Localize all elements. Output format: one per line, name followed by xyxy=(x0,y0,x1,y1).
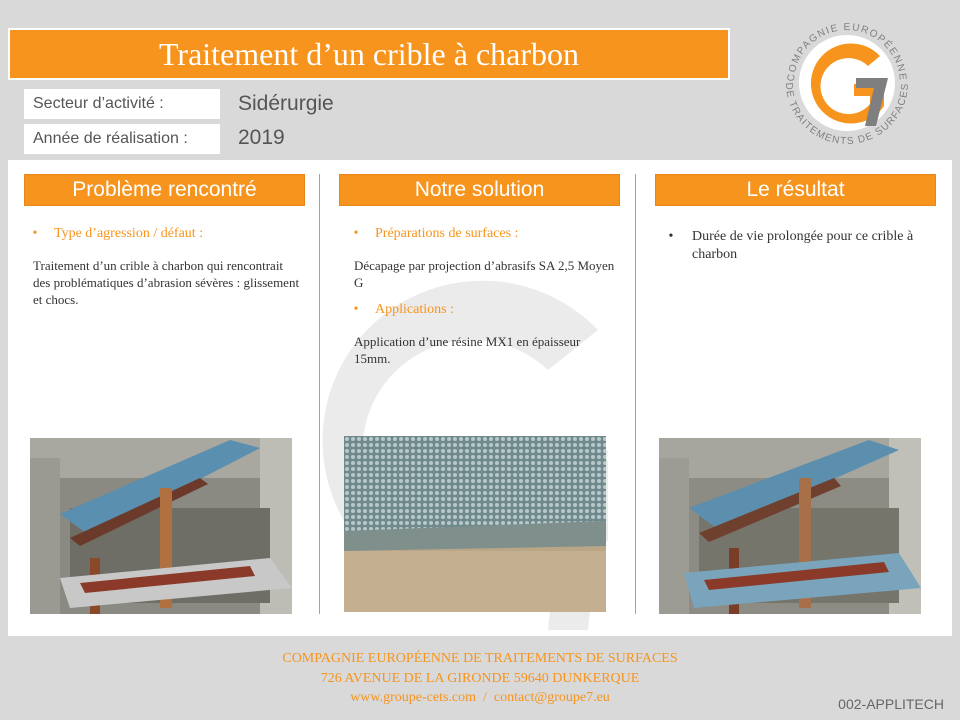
bullet-icon: • xyxy=(668,229,674,244)
logo-ring-top: COMPAGNIE EUROPÉENNE xyxy=(785,21,909,82)
content-panel xyxy=(8,160,952,636)
problem-bullet xyxy=(30,226,203,242)
solution-bullet-applications xyxy=(351,302,454,318)
year-label: Année de réalisation : xyxy=(24,124,220,154)
bullet-icon: • xyxy=(353,302,359,317)
footer-address: 726 AVENUE DE LA GIRONDE 59640 DUNKERQUE xyxy=(320,671,640,686)
problem-header: Problème rencontré xyxy=(24,174,305,206)
photo-before xyxy=(30,438,292,614)
column-divider xyxy=(635,174,636,614)
document-reference: 002-APPLITECH xyxy=(838,696,944,712)
column-divider xyxy=(319,174,320,614)
result-bullet xyxy=(666,228,916,264)
sector-value: Sidérurgie xyxy=(238,92,334,115)
solution-bullet-applications-text: Applications : xyxy=(375,302,454,317)
result-bullet-text: Durée de vie prolongée pour ce crible à charbon xyxy=(692,229,914,262)
photo-abrasive xyxy=(344,436,606,612)
problem-bullet-text: Type d’agression / défaut : xyxy=(54,226,204,241)
bullet-icon: • xyxy=(353,226,359,241)
footer-company: COMPAGNIE EUROPÉENNE DE TRAITEMENTS DE SURFACES xyxy=(282,651,678,666)
solution-bullet-preparation xyxy=(351,226,518,242)
sector-label: Secteur d’activité : xyxy=(24,89,220,119)
solution-bullet-preparation-text: Préparations de surfaces : xyxy=(375,226,519,241)
year-value: 2019 xyxy=(238,126,285,149)
result-header: Le résultat xyxy=(655,174,936,206)
solution-application-text: Application d’une résine MX1 en épaisseur 15mm. xyxy=(354,334,581,366)
company-logo xyxy=(772,8,922,158)
photo-after xyxy=(659,438,921,614)
bullet-icon: • xyxy=(32,226,38,241)
solution-header: Notre solution xyxy=(339,174,620,206)
solution-preparation-text: Décapage par projection d’abrasifs SA 2,5 Moyen G xyxy=(354,258,615,290)
footer-contact[interactable]: www.groupe-cets.com / contact@groupe7.eu xyxy=(350,690,610,705)
page-title: Traitement d’un crible à charbon xyxy=(8,28,730,80)
problem-description: Traitement d’un crible à charbon qui rencontrait des problématiques d’abrasion sévères : glissement et chocs. xyxy=(33,258,300,307)
logo-ring-bottom: DE TRAITEMENTS DE SURFACES xyxy=(782,82,912,148)
